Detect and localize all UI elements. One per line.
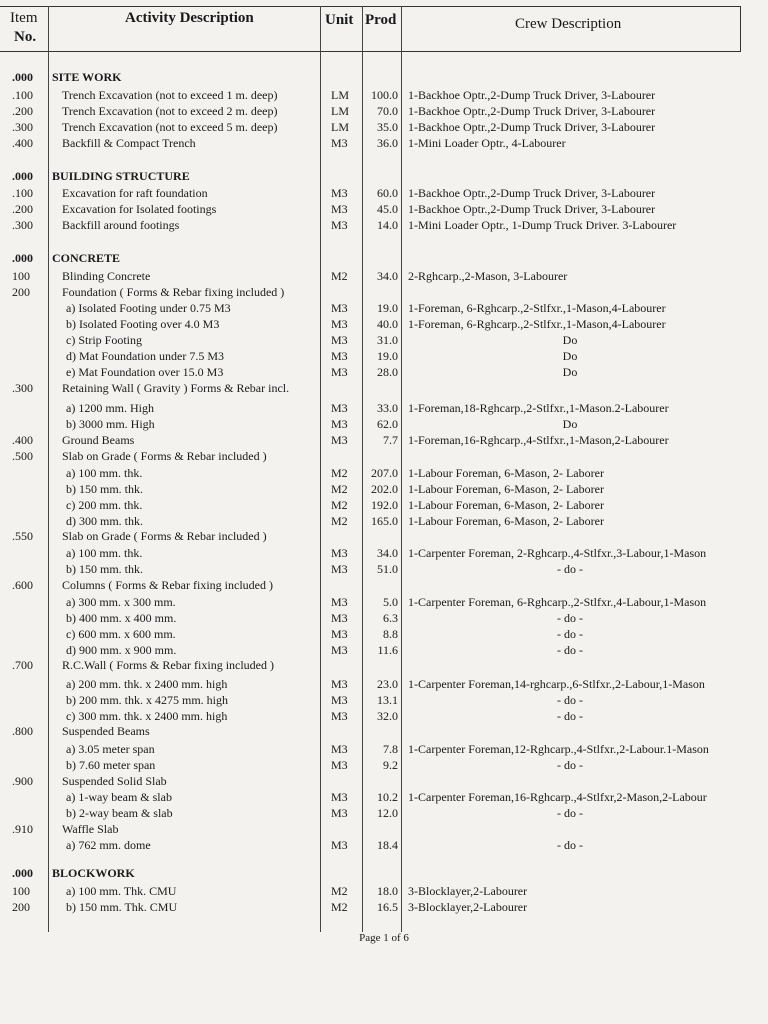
row-item-number: .100 bbox=[12, 186, 33, 200]
row-unit: LM bbox=[331, 104, 349, 118]
row-activity: a) Isolated Footing under 0.75 M3 bbox=[66, 301, 231, 315]
header-activity: Activity Description bbox=[125, 10, 254, 26]
header-prod: Prod bbox=[365, 12, 397, 28]
row-crew: 1-Carpenter Foreman,14-rghcarp.,6-Stlfxr.,2-Labour,1-Mason bbox=[408, 677, 705, 691]
row-activity: c) 200 mm. thk. bbox=[66, 498, 143, 512]
row-crew: - do - bbox=[557, 611, 583, 625]
row-unit: M3 bbox=[331, 136, 348, 150]
header-item: Item bbox=[10, 10, 38, 26]
section-title: SITE WORK bbox=[52, 70, 122, 84]
row-unit: M3 bbox=[331, 317, 348, 331]
row-crew: 2-Rghcarp.,2-Mason, 3-Labourer bbox=[408, 269, 568, 283]
row-prod: 10.2 bbox=[377, 790, 398, 804]
column-divider-prod bbox=[401, 6, 402, 932]
row-activity: b) 3000 mm. High bbox=[66, 417, 155, 431]
row-item-number: .100 bbox=[12, 88, 33, 102]
row-crew: - do - bbox=[557, 693, 583, 707]
row-crew: 1-Backhoe Optr.,2-Dump Truck Driver, 3-Labourer bbox=[408, 202, 656, 216]
row-crew: - do - bbox=[557, 806, 583, 820]
row-unit: M3 bbox=[331, 758, 348, 772]
row-item-number: .000 bbox=[12, 866, 33, 880]
row-item-number: 100 bbox=[12, 884, 30, 898]
row-crew: 1-Labour Foreman, 6-Mason, 2- Laborer bbox=[408, 482, 604, 496]
row-crew: 1-Labour Foreman, 6-Mason, 2- Laborer bbox=[408, 498, 604, 512]
row-crew: 1-Foreman, 6-Rghcarp.,2-Stlfxr.,1-Mason,4-Labourer bbox=[408, 301, 666, 315]
row-item-number: .600 bbox=[12, 578, 33, 592]
row-item-number: .300 bbox=[12, 218, 33, 232]
row-activity: Excavation for Isolated footings bbox=[62, 202, 217, 216]
row-crew: 1-Labour Foreman, 6-Mason, 2- Laborer bbox=[408, 514, 604, 528]
row-item-number: .500 bbox=[12, 449, 33, 463]
section-title: BLOCKWORK bbox=[52, 866, 135, 880]
row-prod: 9.2 bbox=[383, 758, 398, 772]
row-activity: d) 300 mm. thk. bbox=[66, 514, 143, 528]
row-prod: 34.0 bbox=[377, 546, 398, 560]
row-prod: 34.0 bbox=[377, 269, 398, 283]
row-activity: b) 400 mm. x 400 mm. bbox=[66, 611, 177, 625]
row-unit: M3 bbox=[331, 301, 348, 315]
row-crew: - do - bbox=[557, 838, 583, 852]
row-prod: 8.8 bbox=[383, 627, 398, 641]
row-activity: a) 1200 mm. High bbox=[66, 401, 154, 415]
row-crew: 1-Mini Loader Optr., 1-Dump Truck Driver. 3-Labourer bbox=[408, 218, 677, 232]
row-activity: Ground Beams bbox=[62, 433, 135, 447]
row-activity: Backfill & Compact Trench bbox=[62, 136, 196, 150]
row-prod: 51.0 bbox=[377, 562, 398, 576]
row-prod: 5.0 bbox=[383, 595, 398, 609]
row-crew: 1-Carpenter Foreman,12-Rghcarp.,4-Stlfxr.,2-Labour.1-Mason bbox=[408, 742, 709, 756]
row-crew: - do - bbox=[557, 562, 583, 576]
row-crew: 1-Foreman,16-Rghcarp.,4-Stlfxr.,1-Mason,2-Labourer bbox=[408, 433, 669, 447]
row-crew: 1-Backhoe Optr.,2-Dump Truck Driver, 3-Labourer bbox=[408, 120, 656, 134]
row-unit: M2 bbox=[331, 482, 348, 496]
row-activity: c) Strip Footing bbox=[66, 333, 143, 347]
page-footer: Page 1 of 6 bbox=[359, 932, 409, 944]
row-item-number: .550 bbox=[12, 529, 33, 543]
row-activity: b) Isolated Footing over 4.0 M3 bbox=[66, 317, 220, 331]
row-activity: Blinding Concrete bbox=[62, 269, 151, 283]
row-unit: M2 bbox=[331, 884, 348, 898]
row-activity: b) 7.60 meter span bbox=[66, 758, 156, 772]
row-unit: M2 bbox=[331, 466, 348, 480]
row-item-number: .400 bbox=[12, 433, 33, 447]
row-prod: 18.0 bbox=[377, 884, 398, 898]
row-unit: M2 bbox=[331, 269, 348, 283]
row-prod: 11.6 bbox=[377, 643, 398, 657]
row-activity: c) 600 mm. x 600 mm. bbox=[66, 627, 176, 641]
row-activity: b) 200 mm. thk. x 4275 mm. high bbox=[66, 693, 228, 707]
row-unit: M3 bbox=[331, 611, 348, 625]
row-unit: M3 bbox=[331, 433, 348, 447]
row-prod: 23.0 bbox=[377, 677, 398, 691]
row-crew: 1-Mini Loader Optr., 4-Labourer bbox=[408, 136, 566, 150]
row-item-number: .000 bbox=[12, 70, 33, 84]
row-unit: M2 bbox=[331, 498, 348, 512]
row-crew: 1-Foreman, 6-Rghcarp.,2-Stlfxr.,1-Mason,4-Labourer bbox=[408, 317, 666, 331]
row-activity: b) 150 mm. thk. bbox=[66, 562, 143, 576]
row-item-number: .900 bbox=[12, 774, 33, 788]
row-crew: 1-Carpenter Foreman,16-Rghcarp.,4-Stlfxr,2-Mason,2-Labour bbox=[408, 790, 707, 804]
row-item-number: .000 bbox=[12, 251, 33, 265]
row-prod: 40.0 bbox=[377, 317, 398, 331]
row-prod: 35.0 bbox=[377, 120, 398, 134]
row-activity: Foundation ( Forms & Rebar fixing included ) bbox=[62, 285, 285, 299]
row-activity: a) 3.05 meter span bbox=[66, 742, 155, 756]
row-crew: 1-Carpenter Foreman, 2-Rghcarp.,4-Stlfxr.,3-Labour,1-Mason bbox=[408, 546, 707, 560]
row-unit: M3 bbox=[331, 709, 348, 723]
header-crew: Crew Description bbox=[515, 16, 622, 32]
row-activity: Trench Excavation (not to exceed 1 m. deep) bbox=[62, 88, 278, 102]
row-crew: - do - bbox=[557, 758, 583, 772]
row-crew: 1-Foreman,18-Rghcarp.,2-Stlfxr.,1-Mason.2-Labourer bbox=[408, 401, 669, 415]
row-activity: b) 150 mm. thk. bbox=[66, 482, 143, 496]
row-item-number: .300 bbox=[12, 381, 33, 395]
row-crew: Do bbox=[562, 365, 578, 379]
row-prod: 7.8 bbox=[383, 742, 398, 756]
section-title: BUILDING STRUCTURE bbox=[52, 169, 190, 183]
row-item-number: 100 bbox=[12, 269, 30, 283]
row-activity: Trench Excavation (not to exceed 2 m. deep) bbox=[62, 104, 278, 118]
row-item-number: 200 bbox=[12, 285, 30, 299]
row-item-number: .300 bbox=[12, 120, 33, 134]
row-unit: M3 bbox=[331, 417, 348, 431]
header-unit: Unit bbox=[325, 12, 354, 28]
row-crew: 3-Blocklayer,2-Labourer bbox=[408, 884, 528, 898]
row-prod: 14.0 bbox=[377, 218, 398, 232]
row-unit: M3 bbox=[331, 742, 348, 756]
row-unit: M3 bbox=[331, 627, 348, 641]
row-item-number: .700 bbox=[12, 658, 33, 672]
row-prod: 31.0 bbox=[377, 333, 398, 347]
row-prod: 207.0 bbox=[371, 466, 398, 480]
row-item-number: .200 bbox=[12, 104, 33, 118]
row-prod: 45.0 bbox=[377, 202, 398, 216]
row-unit: M3 bbox=[331, 693, 348, 707]
row-unit: M3 bbox=[331, 790, 348, 804]
row-unit: M3 bbox=[331, 643, 348, 657]
row-activity: Trench Excavation (not to exceed 5 m. deep) bbox=[62, 120, 278, 134]
row-prod: 16.5 bbox=[377, 900, 398, 914]
row-crew: 3-Blocklayer,2-Labourer bbox=[408, 900, 528, 914]
row-unit: LM bbox=[331, 120, 349, 134]
row-item-number: .910 bbox=[12, 822, 33, 836]
row-unit: M3 bbox=[331, 546, 348, 560]
row-unit: LM bbox=[331, 88, 349, 102]
row-unit: M3 bbox=[331, 562, 348, 576]
row-crew: - do - bbox=[557, 643, 583, 657]
row-prod: 13.1 bbox=[377, 693, 398, 707]
row-crew: Do bbox=[562, 417, 578, 431]
row-prod: 60.0 bbox=[377, 186, 398, 200]
row-activity: a) 100 mm. Thk. CMU bbox=[66, 884, 177, 898]
row-crew: Do bbox=[562, 349, 578, 363]
row-item-number: 200 bbox=[12, 900, 30, 914]
row-activity: Backfill around footings bbox=[62, 218, 180, 232]
row-prod: 32.0 bbox=[377, 709, 398, 723]
row-prod: 36.0 bbox=[377, 136, 398, 150]
row-prod: 202.0 bbox=[371, 482, 398, 496]
row-unit: M3 bbox=[331, 677, 348, 691]
row-crew: 1-Backhoe Optr.,2-Dump Truck Driver, 3-Labourer bbox=[408, 104, 656, 118]
row-activity: Suspended Beams bbox=[62, 724, 150, 738]
row-activity: a) 300 mm. x 300 mm. bbox=[66, 595, 176, 609]
row-prod: 19.0 bbox=[377, 301, 398, 315]
row-activity: a) 100 mm. thk. bbox=[66, 546, 143, 560]
column-divider-activity bbox=[320, 6, 321, 932]
row-activity: d) 900 mm. x 900 mm. bbox=[66, 643, 177, 657]
row-prod: 19.0 bbox=[377, 349, 398, 363]
row-activity: Suspended Solid Slab bbox=[62, 774, 167, 788]
row-crew: - do - bbox=[557, 627, 583, 641]
row-activity: b) 2-way beam & slab bbox=[66, 806, 173, 820]
row-activity: R.C.Wall ( Forms & Rebar fixing included ) bbox=[62, 658, 275, 672]
row-prod: 6.3 bbox=[383, 611, 398, 625]
row-prod: 28.0 bbox=[377, 365, 398, 379]
row-activity: a) 762 mm. dome bbox=[66, 838, 151, 852]
header-no: No. bbox=[14, 29, 37, 45]
row-item-number: .400 bbox=[12, 136, 33, 150]
row-crew: 1-Backhoe Optr.,2-Dump Truck Driver, 3-Labourer bbox=[408, 186, 656, 200]
row-prod: 192.0 bbox=[371, 498, 398, 512]
row-prod: 165.0 bbox=[371, 514, 398, 528]
row-unit: M2 bbox=[331, 900, 348, 914]
row-prod: 62.0 bbox=[377, 417, 398, 431]
row-activity: Slab on Grade ( Forms & Rebar included ) bbox=[62, 529, 267, 543]
row-crew: - do - bbox=[557, 709, 583, 723]
row-activity: Slab on Grade ( Forms & Rebar included ) bbox=[62, 449, 267, 463]
row-unit: M3 bbox=[331, 202, 348, 216]
row-unit: M2 bbox=[331, 514, 348, 528]
row-unit: M3 bbox=[331, 349, 348, 363]
row-unit: M3 bbox=[331, 401, 348, 415]
row-activity: a) 1-way beam & slab bbox=[66, 790, 172, 804]
row-activity: a) 200 mm. thk. x 2400 mm. high bbox=[66, 677, 228, 691]
row-activity: c) 300 mm. thk. x 2400 mm. high bbox=[66, 709, 228, 723]
row-prod: 18.4 bbox=[377, 838, 398, 852]
row-prod: 7.7 bbox=[383, 433, 398, 447]
row-prod: 33.0 bbox=[377, 401, 398, 415]
row-crew: Do bbox=[562, 333, 578, 347]
row-crew: 1-Backhoe Optr.,2-Dump Truck Driver, 3-Labourer bbox=[408, 88, 656, 102]
row-prod: 70.0 bbox=[377, 104, 398, 118]
row-unit: M3 bbox=[331, 838, 348, 852]
row-item-number: .800 bbox=[12, 724, 33, 738]
row-unit: M3 bbox=[331, 365, 348, 379]
row-prod: 12.0 bbox=[377, 806, 398, 820]
row-activity: Excavation for raft foundation bbox=[62, 186, 208, 200]
row-crew: 1-Labour Foreman, 6-Mason, 2- Laborer bbox=[408, 466, 604, 480]
row-unit: M3 bbox=[331, 806, 348, 820]
row-activity: d) Mat Foundation under 7.5 M3 bbox=[66, 349, 224, 363]
row-activity: b) 150 mm. Thk. CMU bbox=[66, 900, 178, 914]
row-activity: e) Mat Foundation over 15.0 M3 bbox=[66, 365, 224, 379]
row-activity: a) 100 mm. thk. bbox=[66, 466, 143, 480]
section-title: CONCRETE bbox=[52, 251, 121, 265]
row-item-number: .200 bbox=[12, 202, 33, 216]
row-crew: 1-Carpenter Foreman, 6-Rghcarp.,2-Stlfxr.,4-Labour,1-Mason bbox=[408, 595, 707, 609]
column-divider-item bbox=[48, 6, 49, 932]
row-activity: Columns ( Forms & Rebar fixing included ) bbox=[62, 578, 273, 592]
row-unit: M3 bbox=[331, 333, 348, 347]
row-unit: M3 bbox=[331, 186, 348, 200]
row-item-number: .000 bbox=[12, 169, 33, 183]
row-activity: Retaining Wall ( Gravity ) Forms & Rebar incl. bbox=[62, 381, 290, 395]
row-prod: 100.0 bbox=[371, 88, 398, 102]
row-unit: M3 bbox=[331, 595, 348, 609]
row-unit: M3 bbox=[331, 218, 348, 232]
row-activity: Waffle Slab bbox=[62, 822, 119, 836]
